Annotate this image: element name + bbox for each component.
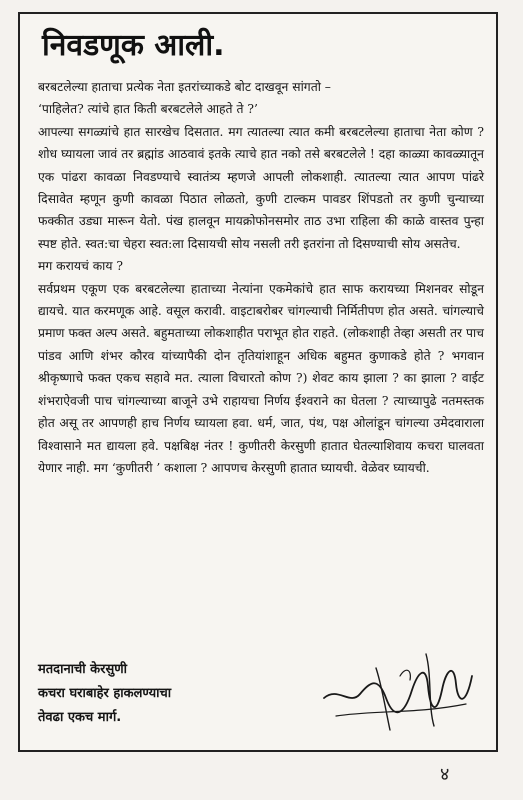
closing-line: तेवढा एकच मार्ग. (38, 710, 122, 725)
article-paragraph-solution: सर्वप्रथम एकूण एक बरबटलेल्या हाताच्या नेत्यांना एकमेकांचे हात साफ करायच्या मिशनवर सोडून द्यायचे. यात करमणूक आहे. वसूल करावी. वाइटाबरोबर चांगल्याची निर्मितीपण होत असते. चांगल्याचे प्रमाण फक्त अल्प असते. बहुमताच्या लोकशाहीत पराभूत होत राहते. (लोकशाही तेव्हा असती तर पाच पांडव आणि शंभर कौरव यांच्यापैकी दोन तृतियांशाहून अधिक बहुमत कुणाकडे होते ? भगवान श्रीकृष्णाचे फक्त एकच सहावे मत. त्याला विचारतो कोण ?) शेवट काय झाला ? का झाला ? वाईट शंभराऐवजी पाच चांगल्याच्या बाजूने उभे राहायचा निर्णय ईश्वराने का घेतला ? त्याच्यापुढे नतमस्तक होत असू तर आपणही हाच निर्णय घ्यायला हवा. धर्म, जात, पंथ, पक्ष ओलांडून चांगल्या उमेदवाराला विश्वासाने मत द्यायला हवे. पक्षबिक्ष नंतर ! कुणीतरी केरसुणी हातात घेतल्याशिवाय कचरा घालवता येणार नाही. मग ‘कुणीतरी ’ कशाला ? आपणच केरसुणी हातात घ्यायची. वेळेवर घ्यायची. (38, 281, 484, 475)
page-number: ४ (440, 764, 450, 785)
article-paragraph-intro: बरबटलेल्या हाताचा प्रत्येक नेता इतरांच्याकडे बोट दाखवून सांगतो – (38, 80, 331, 94)
closing-line: कचरा घराबाहेर हाकलण्याचा (38, 686, 172, 701)
closing-line: मतदानाची केरसुणी (38, 662, 128, 677)
article-title: निवडणूक आली. (42, 28, 225, 63)
closing-slogan (38, 658, 171, 730)
article-frame (18, 12, 498, 752)
article-body (38, 76, 484, 479)
article-paragraph-question: मग करायचं काय ? (38, 259, 123, 274)
article-paragraph-quote: ‘पाहिलेत? त्यांचे हात किती बरबटलेले आहते ते ?’ (38, 102, 258, 117)
handwritten-signature (316, 646, 476, 734)
article-paragraph-main: आपल्या सगळ्यांचे हात सारखेच दिसतात. मग त्यातल्या त्यात कमी बरबटलेल्या हाताचा नेता कोण ? शोध घ्यायला जावं तर ब्रह्मांड आठवावं इतके त्याचे हात नको तसे बरबटलेले ! दहा काळ्या कावळ्यातून एक पांढरा कावळा निवडण्याचे स्वातंत्र्य म्हणजे आपली लोकशाही. त्यातल्या त्यात आपण पांढरे दिसावेत म्हणून कुणी कावळा पिठात लोळतो, कुणी टाल्कम पावडर शिंपडतो तर कुणी चुन्याच्या फक्कीत उड्या मारून येतो. पंख हालवून मायक्रोफोनसमोर ताठ उभा राहिला की काळे वास्तव पुन्हा स्पष्ट होते. स्वत:चा चेहरा स्वत:ला दिसायची सोय नसली तरी इतरांना तो दिसण्याची सोय असतेच. (38, 124, 484, 251)
